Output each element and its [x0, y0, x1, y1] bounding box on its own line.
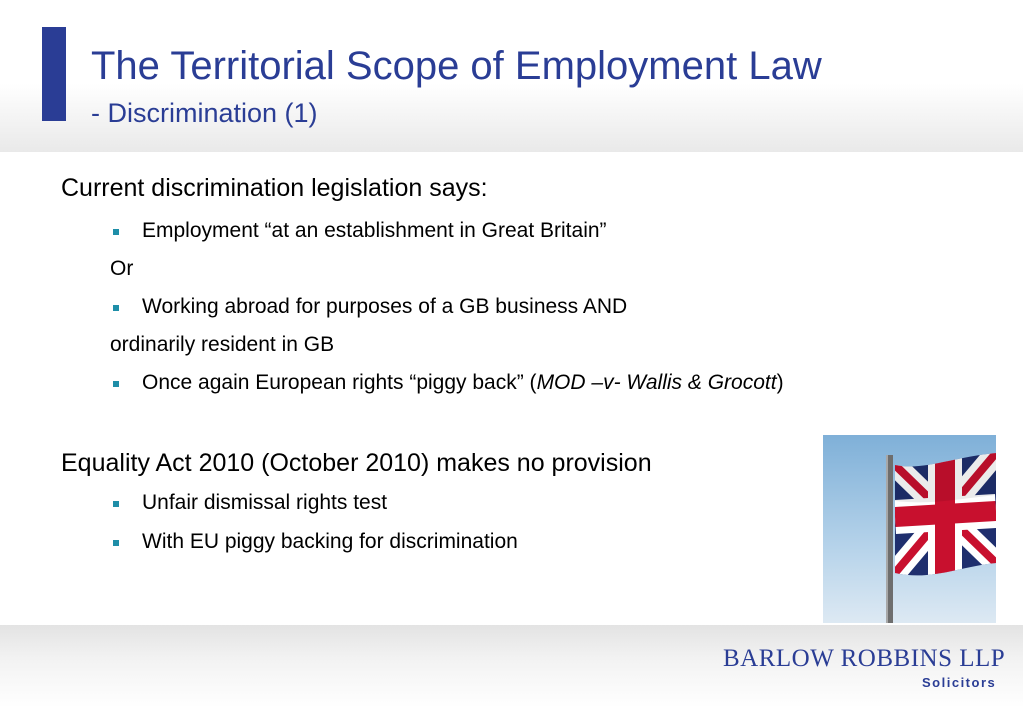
bullet-eu-piggy-backing: With EU piggy backing for discrimination [142, 530, 518, 553]
firm-logo-name: BARLOW ROBBINS LLP [723, 645, 1006, 672]
bullet-working-abroad: Working abroad for purposes of a GB business AND [142, 295, 628, 318]
bullet-european-rights [142, 370, 784, 395]
bullet-european-rights-prefix: Once again European rights “piggy back” ( [142, 371, 537, 394]
slide-title: The Territorial Scope of Employment Law [91, 44, 822, 88]
square-bullet-icon [113, 540, 119, 546]
case-name-mod: MOD [536, 371, 586, 394]
firm-logo-tagline: Solicitors [922, 675, 997, 690]
bullet-european-rights-suffix: ) [776, 371, 784, 394]
case-name-separator: –v- [585, 371, 627, 394]
bullet-employment: Employment “at an establishment in Great Britain” [142, 219, 607, 242]
or-text: Or [110, 257, 134, 280]
square-bullet-icon [113, 305, 119, 311]
square-bullet-icon [113, 381, 119, 387]
bullet-unfair-dismissal: Unfair dismissal rights test [142, 491, 388, 514]
heading-equality-act: Equality Act 2010 (October 2010) makes no provision [61, 449, 652, 477]
case-name-wallis: Wallis & Grocott [626, 371, 777, 394]
heading-current-legislation: Current discrimination legislation says: [61, 174, 488, 202]
union-flag-photo [823, 435, 996, 623]
square-bullet-icon [113, 501, 119, 507]
bullet-working-abroad-continuation: ordinarily resident in GB [110, 333, 335, 356]
title-accent-bar [42, 27, 66, 121]
square-bullet-icon [113, 229, 119, 235]
slide-subtitle: - Discrimination (1) [91, 98, 318, 128]
